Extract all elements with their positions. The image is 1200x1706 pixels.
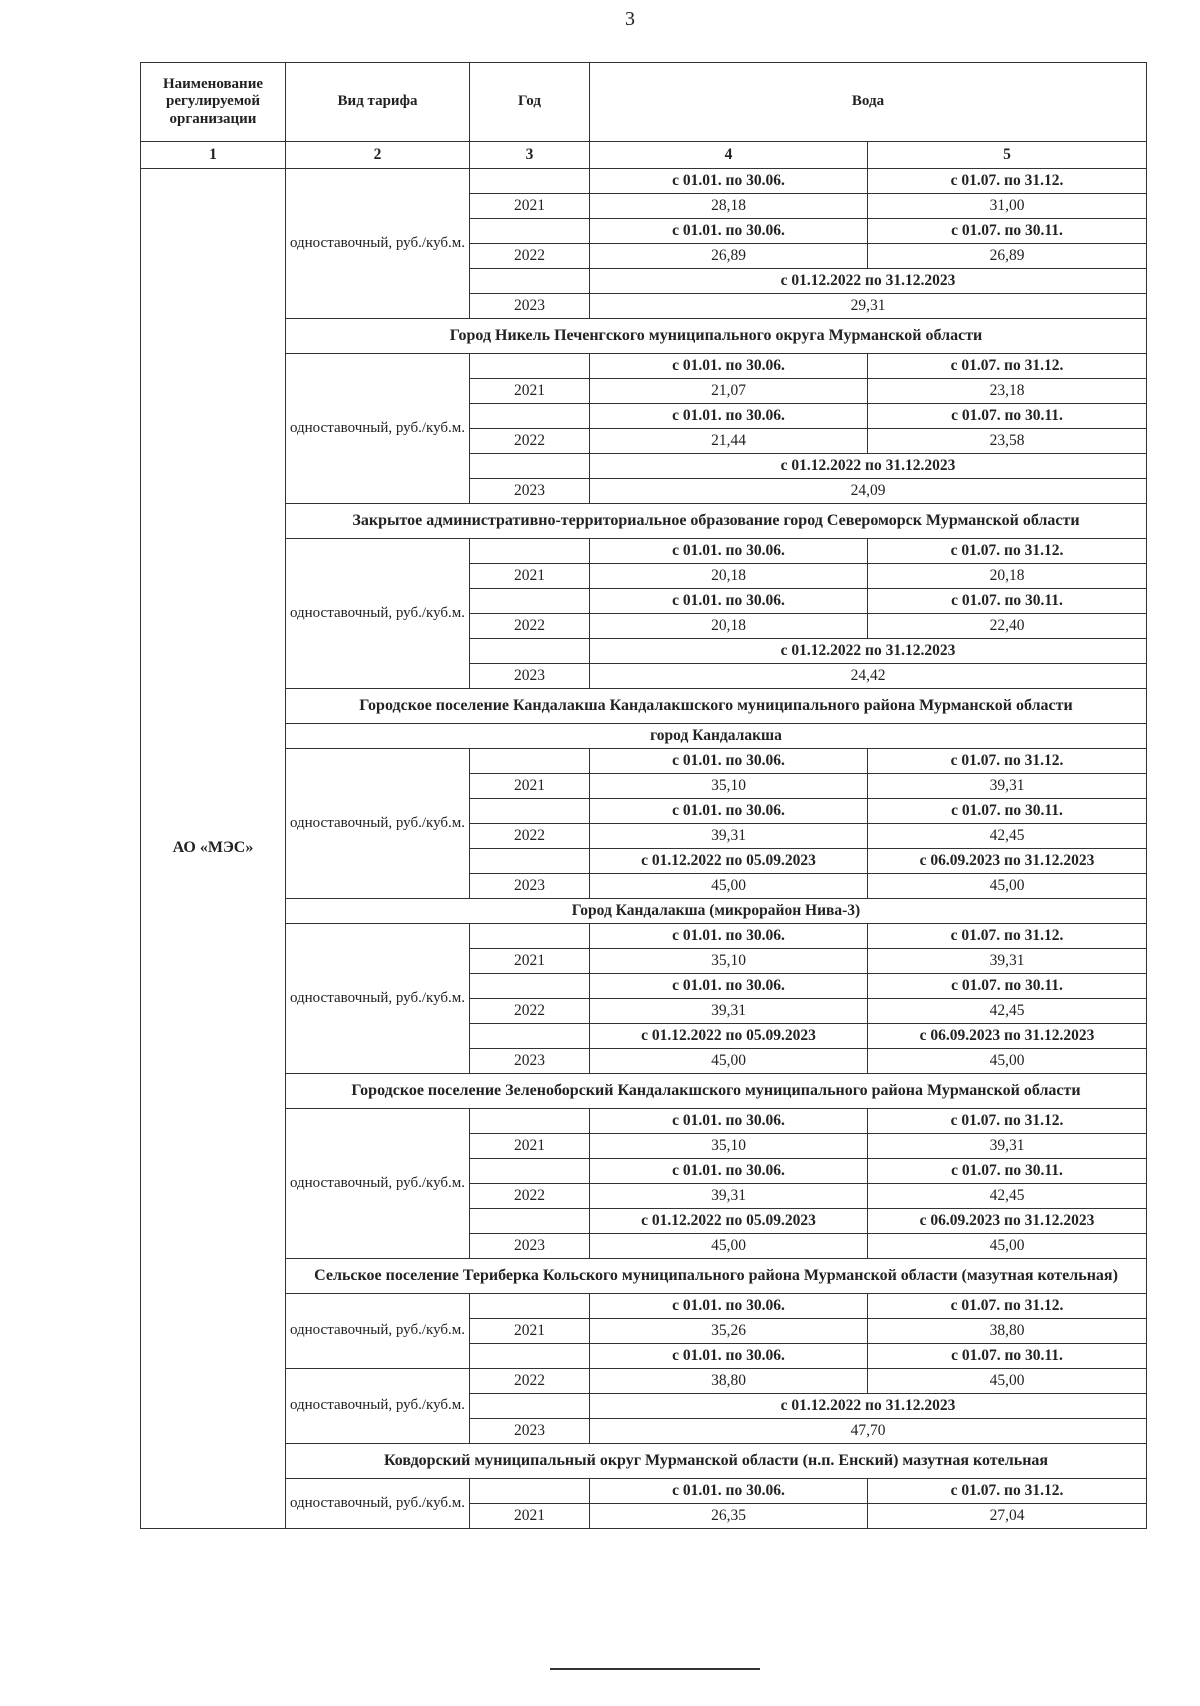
period-cell: с 01.07. по 31.12. xyxy=(868,1109,1147,1134)
year-cell: 2021 xyxy=(470,1134,590,1159)
year-cell: 2023 xyxy=(470,1234,590,1259)
section-title: Городское поселение Зеленоборский Кандалакшского муниципального района Мурманской области xyxy=(286,1074,1147,1109)
section-title: Ковдорский муниципальный округ Мурманской области (н.п. Енский) мазутная котельная xyxy=(286,1444,1147,1479)
period-cell: с 01.07. по 30.11. xyxy=(868,219,1147,244)
period-cell: с 01.01. по 30.06. xyxy=(590,354,868,379)
period-cell: с 01.01. по 30.06. xyxy=(590,749,868,774)
table-row xyxy=(141,354,1147,379)
year-cell: 2022 xyxy=(470,999,590,1024)
table-row xyxy=(141,899,1147,924)
year-cell: 2021 xyxy=(470,194,590,219)
header-year: Год xyxy=(470,63,590,142)
tariff-type-cell: одноставочный, руб./куб.м. xyxy=(286,539,470,689)
period-cell: с 01.12.2022 по 31.12.2023 xyxy=(590,639,1147,664)
value-cell: 20,18 xyxy=(868,564,1147,589)
value-cell: 45,00 xyxy=(868,1049,1147,1074)
tariff-type-cell: одноставочный, руб./куб.м. xyxy=(286,924,470,1074)
tariff-type-cell: одноставочный, руб./куб.м. xyxy=(286,169,470,319)
period-cell: с 01.07. по 31.12. xyxy=(868,749,1147,774)
year-cell: 2021 xyxy=(470,949,590,974)
year-cell: 2022 xyxy=(470,1369,590,1394)
header-org: Наименование регулируемой организации xyxy=(141,63,286,142)
period-cell: с 01.07. по 30.11. xyxy=(868,1344,1147,1369)
period-cell: с 01.01. по 30.06. xyxy=(590,799,868,824)
value-cell: 24,42 xyxy=(590,664,1147,689)
value-cell: 47,70 xyxy=(590,1419,1147,1444)
period-cell: с 01.01. по 30.06. xyxy=(590,1109,868,1134)
value-cell: 39,31 xyxy=(868,949,1147,974)
period-cell: с 01.01. по 30.06. xyxy=(590,539,868,564)
period-cell: с 01.07. по 31.12. xyxy=(868,354,1147,379)
period-cell: с 01.12.2022 по 31.12.2023 xyxy=(590,269,1147,294)
year-cell: 2023 xyxy=(470,874,590,899)
section-title: Закрытое административно-территориальное образование город Североморск Мурманской области xyxy=(286,504,1147,539)
tariff-type-cell: одноставочный, руб./куб.м. xyxy=(286,1109,470,1259)
value-cell: 20,18 xyxy=(590,614,868,639)
table-row xyxy=(141,749,1147,774)
header-water: Вода xyxy=(590,63,1147,142)
section-title: Город Кандалакша (микрорайон Нива-3) xyxy=(286,899,1147,924)
period-cell: с 06.09.2023 по 31.12.2023 xyxy=(868,1024,1147,1049)
period-cell: с 01.12.2022 по 05.09.2023 xyxy=(590,1209,868,1234)
section-title: Городское поселение Кандалакша Кандалакшского муниципального района Мурманской области xyxy=(286,689,1147,724)
table-row xyxy=(141,169,1147,194)
footer-divider xyxy=(550,1668,760,1670)
table-row xyxy=(141,1294,1147,1319)
page-number: 3 xyxy=(625,8,635,30)
value-cell: 35,10 xyxy=(590,1134,868,1159)
year-cell: 2022 xyxy=(470,614,590,639)
value-cell: 42,45 xyxy=(868,824,1147,849)
table-row xyxy=(141,689,1147,724)
year-cell: 2021 xyxy=(470,379,590,404)
value-cell: 42,45 xyxy=(868,1184,1147,1209)
value-cell: 38,80 xyxy=(590,1369,868,1394)
organization-name: АО «МЭС» xyxy=(141,169,286,1529)
value-cell: 28,18 xyxy=(590,194,868,219)
value-cell: 35,26 xyxy=(590,1319,868,1344)
value-cell: 24,09 xyxy=(590,479,1147,504)
value-cell: 21,07 xyxy=(590,379,868,404)
year-cell: 2022 xyxy=(470,429,590,454)
year-cell: 2023 xyxy=(470,664,590,689)
value-cell: 21,44 xyxy=(590,429,868,454)
table-row xyxy=(141,1444,1147,1479)
value-cell: 45,00 xyxy=(590,1049,868,1074)
table-row xyxy=(141,1479,1147,1504)
value-cell: 27,04 xyxy=(868,1504,1147,1529)
table-row xyxy=(141,539,1147,564)
period-cell: с 01.12.2022 по 31.12.2023 xyxy=(590,454,1147,479)
year-cell: 2023 xyxy=(470,479,590,504)
section-title: Сельское поселение Териберка Кольского муниципального района Мурманской области (мазутная котельная) xyxy=(286,1259,1147,1294)
column-number: 4 xyxy=(590,142,868,169)
value-cell: 45,00 xyxy=(868,1369,1147,1394)
value-cell: 45,00 xyxy=(868,874,1147,899)
year-cell: 2023 xyxy=(470,1419,590,1444)
year-cell: 2021 xyxy=(470,774,590,799)
period-cell: с 01.07. по 30.11. xyxy=(868,974,1147,999)
value-cell: 42,45 xyxy=(868,999,1147,1024)
value-cell: 26,35 xyxy=(590,1504,868,1529)
value-cell: 26,89 xyxy=(590,244,868,269)
table-header-row xyxy=(141,63,1147,142)
tariff-type-cell: одноставочный, руб./куб.м. xyxy=(286,749,470,899)
year-cell: 2023 xyxy=(470,294,590,319)
section-title: Город Никель Печенгского муниципального округа Мурманской области xyxy=(286,319,1147,354)
value-cell: 39,31 xyxy=(868,1134,1147,1159)
year-cell: 2022 xyxy=(470,1184,590,1209)
period-cell: с 01.07. по 31.12. xyxy=(868,1479,1147,1504)
value-cell: 45,00 xyxy=(590,874,868,899)
column-number: 1 xyxy=(141,142,286,169)
header-tariff-type: Вид тарифа xyxy=(286,63,470,142)
period-cell: с 01.01. по 30.06. xyxy=(590,219,868,244)
table-row xyxy=(141,1074,1147,1109)
table-row xyxy=(141,924,1147,949)
period-cell: с 01.01. по 30.06. xyxy=(590,924,868,949)
period-cell: с 01.07. по 30.11. xyxy=(868,799,1147,824)
value-cell: 23,18 xyxy=(868,379,1147,404)
column-numbers-row xyxy=(141,142,1147,169)
period-cell: с 06.09.2023 по 31.12.2023 xyxy=(868,1209,1147,1234)
period-cell: с 01.12.2022 по 05.09.2023 xyxy=(590,1024,868,1049)
value-cell: 39,31 xyxy=(590,1184,868,1209)
period-cell: с 06.09.2023 по 31.12.2023 xyxy=(868,849,1147,874)
value-cell: 39,31 xyxy=(868,774,1147,799)
period-cell: с 01.07. по 30.11. xyxy=(868,589,1147,614)
value-cell: 35,10 xyxy=(590,949,868,974)
table-row xyxy=(141,1369,1147,1394)
section-subtitle: город Кандалакша xyxy=(286,724,1147,749)
tariff-type-cell: одноставочный, руб./куб.м. xyxy=(286,1294,470,1369)
period-cell: с 01.01. по 30.06. xyxy=(590,1344,868,1369)
table-row xyxy=(141,724,1147,749)
column-number: 5 xyxy=(868,142,1147,169)
value-cell: 29,31 xyxy=(590,294,1147,319)
column-number: 2 xyxy=(286,142,470,169)
period-cell: с 01.07. по 31.12. xyxy=(868,539,1147,564)
tariff-type-cell: одноставочный, руб./куб.м. xyxy=(286,1479,470,1529)
year-cell: 2021 xyxy=(470,1319,590,1344)
table-row xyxy=(141,1109,1147,1134)
value-cell: 31,00 xyxy=(868,194,1147,219)
period-cell: с 01.07. по 31.12. xyxy=(868,924,1147,949)
period-cell: с 01.01. по 30.06. xyxy=(590,974,868,999)
period-cell: с 01.01. по 30.06. xyxy=(590,589,868,614)
period-cell: с 01.07. по 31.12. xyxy=(868,169,1147,194)
value-cell: 20,18 xyxy=(590,564,868,589)
year-cell: 2021 xyxy=(470,1504,590,1529)
table-row xyxy=(141,319,1147,354)
tariff-table xyxy=(140,62,1147,1529)
year-cell: 2023 xyxy=(470,1049,590,1074)
period-cell: с 01.07. по 31.12. xyxy=(868,1294,1147,1319)
year-cell: 2021 xyxy=(470,564,590,589)
period-cell: с 01.01. по 30.06. xyxy=(590,404,868,429)
value-cell: 22,40 xyxy=(868,614,1147,639)
value-cell: 39,31 xyxy=(590,824,868,849)
period-cell: с 01.12.2022 по 31.12.2023 xyxy=(590,1394,1147,1419)
period-cell: с 01.01. по 30.06. xyxy=(590,1294,868,1319)
value-cell: 35,10 xyxy=(590,774,868,799)
table-row xyxy=(141,1259,1147,1294)
period-cell: с 01.01. по 30.06. xyxy=(590,169,868,194)
period-cell: с 01.07. по 30.11. xyxy=(868,404,1147,429)
table-row xyxy=(141,504,1147,539)
period-cell: с 01.01. по 30.06. xyxy=(590,1159,868,1184)
period-cell: с 01.07. по 30.11. xyxy=(868,1159,1147,1184)
value-cell: 45,00 xyxy=(590,1234,868,1259)
column-number: 3 xyxy=(470,142,590,169)
value-cell: 45,00 xyxy=(868,1234,1147,1259)
value-cell: 38,80 xyxy=(868,1319,1147,1344)
value-cell: 26,89 xyxy=(868,244,1147,269)
year-cell: 2022 xyxy=(470,824,590,849)
year-cell: 2022 xyxy=(470,244,590,269)
period-cell: с 01.01. по 30.06. xyxy=(590,1479,868,1504)
period-cell: с 01.12.2022 по 05.09.2023 xyxy=(590,849,868,874)
value-cell: 23,58 xyxy=(868,429,1147,454)
tariff-type-cell: одноставочный, руб./куб.м. xyxy=(286,1369,470,1444)
value-cell: 39,31 xyxy=(590,999,868,1024)
tariff-type-cell: одноставочный, руб./куб.м. xyxy=(286,354,470,504)
